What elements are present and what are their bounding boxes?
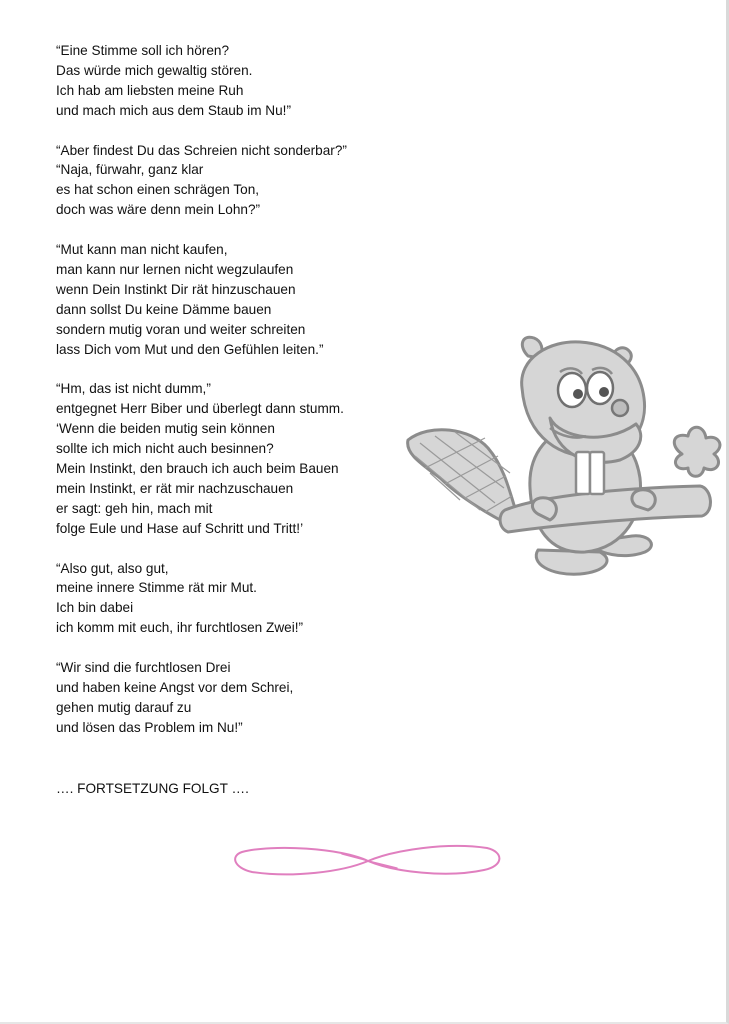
poem-line: und mach mich aus dem Staub im Nu!” xyxy=(56,102,291,118)
poem-line: er sagt: geh hin, mach mit xyxy=(56,500,213,516)
poem-line: “Mut kann man nicht kaufen, xyxy=(56,242,228,258)
poem-line: Ich hab am liebsten meine Ruh xyxy=(56,82,244,98)
poem-line: ‘Wenn die beiden mutig sein können xyxy=(56,421,275,437)
poem-stanza xyxy=(56,658,456,738)
poem-line: entgegnet Herr Biber und überlegt dann stumm. xyxy=(56,401,344,417)
beaver-illustration xyxy=(400,328,729,583)
poem-line: es hat schon einen schrägen Ton, xyxy=(56,182,260,198)
poem-line: Mein Instinkt, den brauch ich auch beim Bauen xyxy=(56,460,339,476)
poem-line: dann sollst Du keine Dämme bauen xyxy=(56,301,272,317)
poem-line: “Aber findest Du das Schreien nicht sonderbar?” xyxy=(56,142,347,158)
poem-line: man kann nur lernen nicht wegzulaufen xyxy=(56,261,294,277)
poem-line: lass Dich vom Mut und den Gefühlen leiten.” xyxy=(56,341,324,357)
poem-line: folge Eule und Hase auf Schritt und Tritt!’ xyxy=(56,520,304,536)
poem-line: und lösen das Problem im Nu!” xyxy=(56,719,243,735)
poem-text xyxy=(56,41,456,758)
poem-line: gehen mutig darauf zu xyxy=(56,699,192,715)
poem-line: wenn Dein Instinkt Dir rät hinzuschauen xyxy=(56,281,296,297)
poem-line: doch was wäre denn mein Lohn?” xyxy=(56,202,261,218)
poem-line: “Also gut, also gut, xyxy=(56,560,169,576)
poem-stanza xyxy=(56,559,456,639)
poem-line: ich komm mit euch, ihr furchtlosen Zwei!” xyxy=(56,620,304,636)
poem-line: Das würde mich gewaltig stören. xyxy=(56,62,253,78)
continuation-note: …. FORTSETZUNG FOLGT …. xyxy=(56,781,249,796)
poem-line: “Wir sind die furchtlosen Drei xyxy=(56,660,231,676)
infinity-flourish-icon xyxy=(232,840,504,882)
poem-line: meine innere Stimme rät mir Mut. xyxy=(56,580,257,596)
poem-line: “Eine Stimme soll ich hören? xyxy=(56,43,230,58)
poem-line: “Hm, das ist nicht dumm,” xyxy=(56,381,211,397)
poem-line: “Naja, fürwahr, ganz klar xyxy=(56,162,204,178)
poem-line: und haben keine Angst vor dem Schrei, xyxy=(56,679,294,695)
poem-line: sondern mutig voran und weiter schreiten xyxy=(56,321,306,337)
poem-line: Ich bin dabei xyxy=(56,600,134,616)
poem-line: sollte ich mich nicht auch besinnen? xyxy=(56,441,274,457)
poem-stanza xyxy=(56,379,456,538)
poem-stanza xyxy=(56,41,456,121)
poem-line: mein Instinkt, er rät mir nachzuschauen xyxy=(56,480,294,496)
poem-stanza xyxy=(56,240,456,359)
poem-stanza xyxy=(56,141,456,221)
